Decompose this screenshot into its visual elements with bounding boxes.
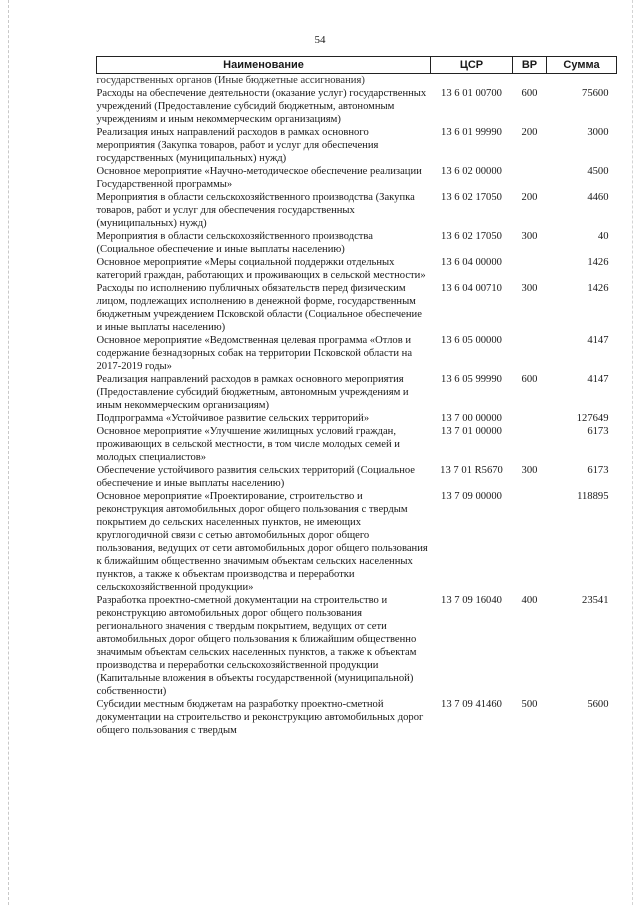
cell-csr: 13 6 02 17050 [441,231,502,242]
cell-csr: 13 7 01 R5670 [440,465,503,476]
table-row [97,87,617,126]
cell-csr: 13 6 05 99990 [441,374,502,385]
cell-vr [513,425,547,464]
cell-sum: 1426 [587,283,609,294]
header-sum: Сумма [547,57,617,74]
cell-name: Обеспечение устойчивого развития сельских территорий (Социальное обеспечение и иные выплаты населению) [96,465,415,489]
cell-name: Основное мероприятие «Меры социальной поддержки отдельных категорий граждан, работающих и проживающих в сельской местности» [96,257,426,281]
cell-sum: 5600 [587,699,609,710]
cell-csr [431,74,513,88]
cell-name: Мероприятия в области сельскохозяйственного производства (Закупка товаров, работ и услуг для обеспечения государственных (муниципальных) нужд) [96,192,415,229]
budget-table [96,56,617,737]
table-row [97,165,617,191]
page-number: 54 [314,34,326,46]
table-row [97,126,617,165]
cell-sum: 6173 [587,426,609,437]
cell-sum: 23541 [582,595,609,606]
table-row [97,334,617,373]
cell-vr [513,165,547,191]
table-row [97,698,617,737]
cell-vr: 300 [521,465,538,476]
cell-vr: 500 [521,699,538,710]
cell-vr: 600 [521,88,538,99]
scan-edge-right [632,0,634,905]
cell-vr [513,74,547,88]
cell-name: Расходы по исполнению публичных обязательств перед физическим лицом, подлежащих исполнению в денежной форме, государственным бюджетным учреждением Псковской области (Социальное обеспечение и иные выплаты населению) [96,283,422,333]
cell-name: Основное мероприятие «Научно-методическое обеспечение реализации Государственной программы» [96,166,422,190]
cell-vr: 200 [521,192,538,203]
cell-vr [513,412,547,425]
cell-vr [513,490,547,594]
cell-csr: 13 6 04 00710 [441,283,502,294]
table-row [97,74,617,88]
table-row [97,230,617,256]
table-row [97,594,617,698]
table-header-row [97,57,617,74]
table-row [97,425,617,464]
cell-name: государственных органов (Иные бюджетные ассигнования) [96,75,365,86]
cell-name: Основное мероприятие «Проектирование, строительство и реконструкция автомобильных дорог общего пользования с твердым покрытием до сельских населенных пунктов, не имеющих круглогодичной связи с сетью автомобильных дорог общего пользования, ведущих от сети автомобильных дорог общего пользования к ближайшим общественно значимым объектам сельских населенных пунктов, а также к объектам производства и переработки сельскохозяйственной продукции» [96,491,428,593]
cell-vr [513,334,547,373]
cell-name: Реализация иных направлений расходов в рамках основного мероприятия (Закупка товаров, работ и услуг для обеспечения государственных (муниципальных) нужд) [96,127,379,164]
cell-sum: 4147 [587,374,609,385]
header-name: Наименование [97,57,431,74]
table-row [97,256,617,282]
cell-csr: 13 6 04 00000 [441,257,502,268]
cell-vr: 200 [521,127,538,138]
cell-csr: 13 6 02 17050 [441,192,502,203]
table-row [97,464,617,490]
cell-sum: 75600 [582,88,609,99]
cell-name: Разработка проектно-сметной документации на строительство и реконструкцию автомобильных дорог общего пользования регионального значения с твердым покрытием, ведущих от сети автомобильных дорог общего пользования к ближайшим общественно значимым объектам сельских населенных пунктов, а также к объектам производства и переработки сельскохозяйственной продукции (Капитальные вложения в объекты государственной (муниципальной) собственности) [96,595,417,697]
cell-name: Реализация направлений расходов в рамках основного мероприятия (Предоставление субсидий бюджетным, автономным учреждениям и иным некоммерческим организациям) [96,374,409,411]
cell-csr: 13 7 01 00000 [441,426,502,437]
cell-csr: 13 7 00 00000 [441,413,502,424]
table-row [97,191,617,230]
cell-csr: 13 7 09 00000 [441,491,502,502]
cell-sum: 118895 [577,491,609,502]
cell-sum: 4460 [587,192,609,203]
cell-sum: 127649 [576,413,609,424]
table-row [97,282,617,334]
cell-name: Основное мероприятие «Улучшение жилищных условий граждан, проживающих в сельской местности, в том числе молодых семей и молодых специалистов» [96,426,400,463]
header-vr: ВР [513,57,547,74]
cell-name: Расходы на обеспечение деятельности (оказание услуг) государственных учреждений (Предоставление субсидий бюджетным, автономным учреждениям и иным некоммерческим организациям) [96,88,427,125]
cell-csr: 13 7 09 16040 [441,595,502,606]
cell-sum: 6173 [587,465,609,476]
cell-vr: 300 [521,283,538,294]
cell-name: Мероприятия в области сельскохозяйственного производства (Социальное обеспечение и иные выплаты населению) [96,231,373,255]
cell-csr: 13 6 01 99990 [441,127,502,138]
cell-sum: 3000 [587,127,609,138]
cell-sum: 40 [597,231,609,242]
scan-edge-left [8,0,10,905]
cell-csr: 13 7 09 41460 [441,699,502,710]
cell-name: Подпрограмма «Устойчивое развитие сельских территорий» [96,413,370,424]
cell-csr: 13 6 05 00000 [441,335,502,346]
cell-sum: 4500 [587,166,609,177]
cell-name: Основное мероприятие «Ведомственная целевая программа «Отлов и содержание безнадзорных собак на территории Псковской области на 2017-2019 годы» [96,335,413,372]
cell-name: Субсидии местным бюджетам на разработку проектно-сметной документации на строительство и реконструкцию автомобильных дорог общего пользования с твердым [96,699,424,736]
header-csr: ЦСР [431,57,513,74]
cell-vr: 600 [521,374,538,385]
cell-vr: 400 [521,595,538,606]
cell-sum: 1426 [587,257,609,268]
cell-vr: 300 [521,231,538,242]
cell-csr: 13 6 02 00000 [441,166,502,177]
cell-vr [513,256,547,282]
table-row [97,373,617,412]
cell-sum [547,74,617,88]
cell-csr: 13 6 01 00700 [441,88,502,99]
table-row [97,412,617,425]
cell-sum: 4147 [587,335,609,346]
table-row [97,490,617,594]
